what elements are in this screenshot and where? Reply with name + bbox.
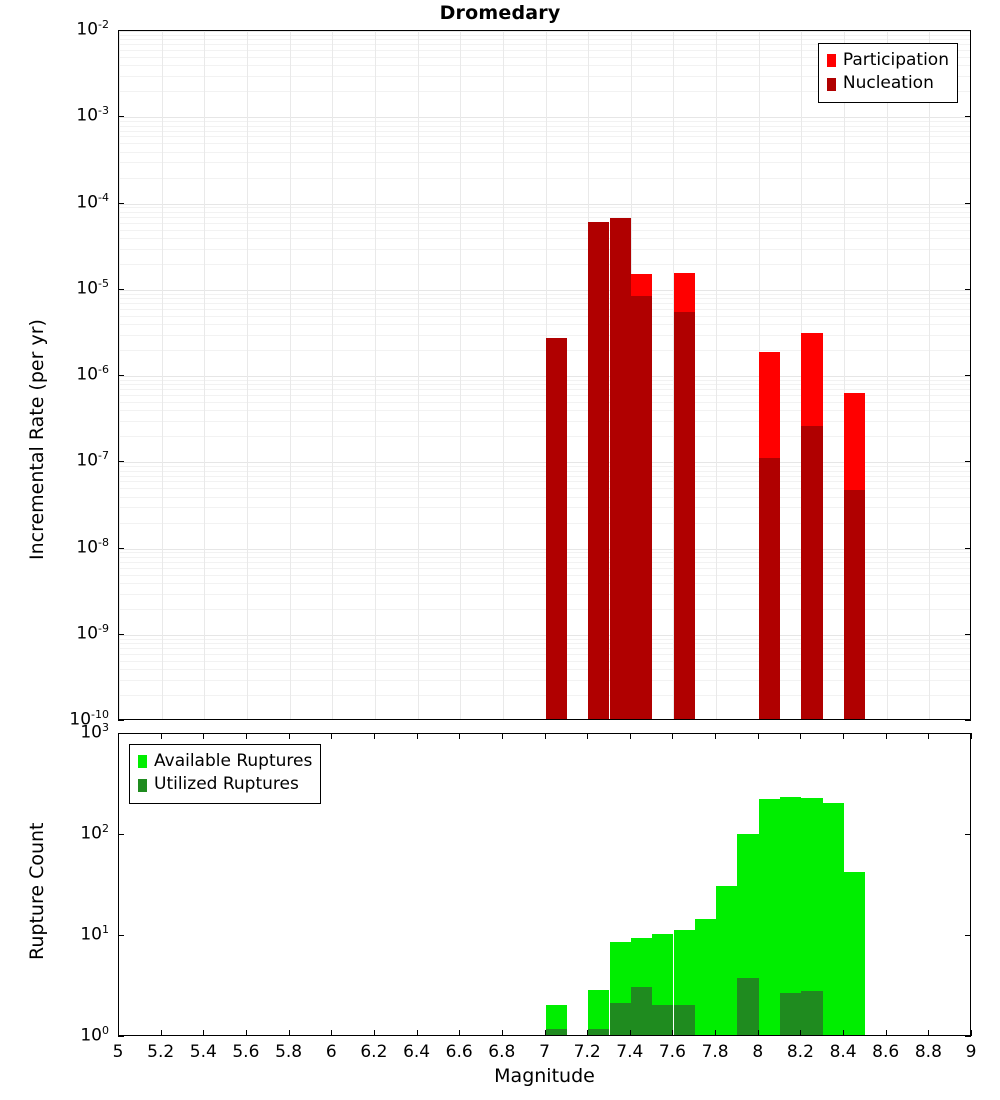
x-tick-label: 5.2 — [147, 1042, 175, 1062]
bar-utilized-ruptures — [652, 1005, 673, 1035]
legend-label: Utilized Ruptures — [154, 774, 299, 795]
y-tick-label-top: $10^{-6}$ — [76, 363, 109, 385]
x-tick-label: 7.2 — [573, 1042, 601, 1062]
y-tick-label-top: $10^{-8}$ — [76, 535, 109, 558]
bar-utilized-ruptures — [737, 978, 758, 1035]
y-tick-label-top: $10^{-2}$ — [76, 18, 109, 40]
bar-nucleation — [844, 490, 865, 719]
x-tick-label: 6.6 — [445, 1042, 473, 1062]
legend-item-participation — [827, 49, 949, 72]
bar-nucleation — [588, 222, 609, 719]
x-tick-label: 9 — [965, 1042, 977, 1062]
bar-utilized-ruptures — [631, 987, 652, 1035]
x-tick-label: 6.4 — [403, 1042, 431, 1062]
x-tick-label: 6.2 — [360, 1042, 388, 1062]
plot-area-top — [119, 31, 970, 719]
x-tick-label: 7 — [539, 1042, 550, 1062]
bar-nucleation — [759, 458, 780, 719]
bar-available-ruptures — [844, 872, 865, 1035]
bar-nucleation — [610, 218, 631, 719]
legend-label: Participation — [842, 50, 949, 70]
bar-utilized-ruptures — [674, 1005, 695, 1035]
y-tick-label-top: $10^{-5}$ — [76, 276, 109, 299]
x-tick-label: 8.4 — [829, 1042, 857, 1062]
x-tick-label: 5.8 — [275, 1042, 303, 1062]
participation-swatch-icon — [827, 54, 836, 67]
y-tick-label-top: $10^{-9}$ — [76, 621, 109, 644]
rupture-count-plot — [118, 733, 971, 1036]
y-tick-label-bottom: $10^1$ — [80, 923, 109, 945]
legend-rates — [818, 43, 958, 103]
x-tick-label: 7.8 — [701, 1042, 729, 1062]
x-tick-label: 8 — [752, 1042, 764, 1062]
y-tick-label-top: $10^{-10}$ — [69, 708, 109, 730]
x-tick-label: 8.2 — [786, 1042, 814, 1062]
bar-nucleation — [546, 338, 567, 719]
x-tick-label: 5.6 — [232, 1042, 260, 1062]
x-tick-label: 8.8 — [914, 1042, 942, 1062]
y-tick-label-bottom: $10^3$ — [80, 721, 109, 743]
x-tick-label: 7.6 — [658, 1042, 686, 1062]
bar-available-ruptures — [716, 886, 737, 1035]
y-axis-label-bottom: Rupture Count — [26, 822, 48, 960]
bar-utilized-ruptures — [801, 991, 822, 1035]
x-tick-label: 5.4 — [189, 1042, 217, 1062]
y-tick-label-top: $10^{-7}$ — [76, 449, 109, 471]
y-tick-label-bottom: $10^0$ — [80, 1024, 109, 1046]
utilized-ruptures-swatch-icon — [138, 779, 147, 792]
bar-utilized-ruptures — [546, 1029, 567, 1035]
legend-ruptures — [129, 744, 321, 804]
x-tick-label: 8.6 — [872, 1042, 900, 1062]
legend-item-utilized-ruptures — [138, 773, 312, 796]
x-tick-label: 6 — [325, 1042, 337, 1062]
y-tick-label-top: $10^{-3}$ — [76, 104, 109, 126]
x-tick-label: 7.4 — [616, 1042, 644, 1062]
nucleation-swatch-icon — [827, 78, 836, 91]
page-title: Dromedary — [439, 2, 561, 24]
legend-item-nucleation — [827, 72, 949, 95]
y-tick-label-bottom: $10^2$ — [80, 822, 109, 844]
legend-item-available-ruptures — [138, 750, 312, 773]
bar-nucleation — [801, 426, 822, 719]
bar-nucleation — [674, 312, 695, 719]
y-axis-label-top: Incremental Rate (per yr) — [26, 319, 48, 560]
bar-available-ruptures — [695, 919, 716, 1035]
x-tick-label: 6.8 — [488, 1042, 516, 1062]
legend-label: Nucleation — [842, 73, 934, 94]
x-axis-label: Magnitude — [494, 1065, 595, 1087]
available-ruptures-swatch-icon — [138, 755, 147, 768]
bar-available-ruptures — [823, 803, 844, 1035]
bar-utilized-ruptures — [588, 1029, 609, 1035]
bar-utilized-ruptures — [780, 993, 801, 1035]
bar-utilized-ruptures — [610, 1003, 631, 1036]
y-tick-label-top: $10^{-4}$ — [76, 190, 109, 213]
x-tick-label: 5 — [112, 1042, 124, 1062]
bar-nucleation — [631, 296, 652, 719]
incremental-rate-plot — [118, 30, 971, 720]
legend-label: Available Ruptures — [154, 751, 313, 771]
bar-available-ruptures — [759, 799, 780, 1035]
